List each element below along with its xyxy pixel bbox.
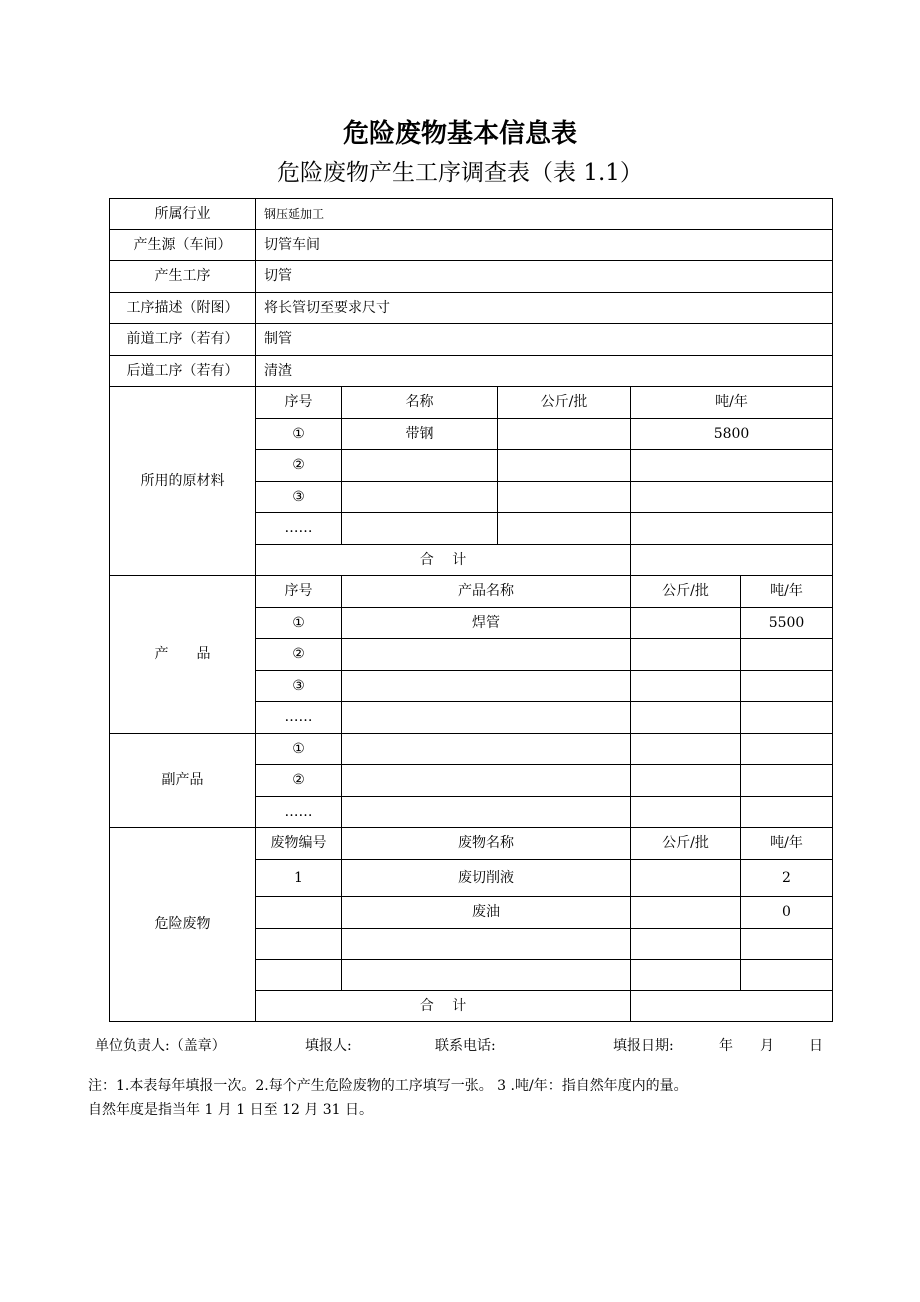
raw-header-ton: 吨/年 [631, 387, 833, 419]
product-row-kg[interactable] [631, 702, 741, 734]
table-row [110, 734, 833, 765]
phone-label: 联系电话: [435, 1038, 496, 1054]
product-row-ton[interactable] [741, 702, 833, 734]
table-subtitle: 危险废物产生工序调查表（表 1.1） [277, 160, 643, 186]
hazard-row-ton[interactable] [741, 929, 833, 960]
raw-row-ton[interactable]: 5800 [631, 419, 833, 450]
signature-line [0, 1035, 920, 1055]
source-label: 产生源（车间） [110, 230, 256, 261]
row-next-process [110, 356, 833, 387]
byproduct-row-name[interactable] [342, 765, 631, 797]
byproduct-row-name[interactable] [342, 734, 631, 765]
filler-label: 填报人: [305, 1038, 352, 1054]
raw-row-ton[interactable] [631, 482, 833, 513]
byproduct-row-no: …… [256, 797, 342, 828]
product-row-name[interactable] [342, 702, 631, 734]
raw-row-ton[interactable] [631, 450, 833, 482]
previous-process-value[interactable]: 制管 [256, 324, 833, 356]
hazard-row-no[interactable] [256, 929, 342, 960]
raw-header-no: 序号 [256, 387, 342, 419]
date-label: 填报日期: [613, 1038, 674, 1054]
waste-info-table [109, 198, 833, 1022]
hazard-row-kg[interactable] [631, 897, 741, 929]
raw-row-name[interactable] [342, 513, 498, 545]
product-header-ton: 吨/年 [741, 576, 833, 608]
raw-row-kg[interactable] [498, 482, 631, 513]
hazard-row-name[interactable]: 废切削液 [342, 860, 631, 897]
industry-label: 所属行业 [110, 199, 256, 230]
product-row-no: ② [256, 639, 342, 671]
raw-header-name: 名称 [342, 387, 498, 419]
row-source [110, 230, 833, 261]
raw-row-no: ② [256, 450, 342, 482]
product-label: 产 品 [110, 576, 256, 734]
byproduct-row-kg[interactable] [631, 765, 741, 797]
product-row-name[interactable] [342, 639, 631, 671]
hazard-row-name[interactable] [342, 929, 631, 960]
product-row-ton[interactable] [741, 639, 833, 671]
raw-row-no: ① [256, 419, 342, 450]
hazard-row-kg[interactable] [631, 929, 741, 960]
hazard-row-no[interactable] [256, 897, 342, 929]
next-process-label: 后道工序（若有） [110, 356, 256, 387]
product-row-no: ① [256, 608, 342, 639]
leader-label: 单位负责人:（盖章） [95, 1038, 226, 1054]
hazard-row-kg[interactable] [631, 860, 741, 897]
raw-row-no: ③ [256, 482, 342, 513]
product-row-kg[interactable] [631, 639, 741, 671]
hazard-row-ton[interactable]: 0 [741, 897, 833, 929]
hazard-header-row [110, 828, 833, 860]
source-value[interactable]: 切管车间 [256, 230, 833, 261]
byproduct-label: 副产品 [110, 734, 256, 828]
product-header-name: 产品名称 [342, 576, 631, 608]
byproduct-row-no: ② [256, 765, 342, 797]
raw-row-kg[interactable] [498, 450, 631, 482]
product-row-ton[interactable]: 5500 [741, 608, 833, 639]
raw-header-kg: 公斤/批 [498, 387, 631, 419]
raw-row-name[interactable] [342, 482, 498, 513]
row-industry [110, 199, 833, 230]
month-label: 月 [760, 1038, 774, 1054]
raw-total-label: 合 计 [256, 545, 631, 576]
page-title: 危险废物基本信息表 [342, 119, 577, 149]
byproduct-row-ton[interactable] [741, 797, 833, 828]
product-header-kg: 公斤/批 [631, 576, 741, 608]
raw-row-ton[interactable] [631, 513, 833, 545]
hazard-row-ton[interactable] [741, 960, 833, 991]
byproduct-row-kg[interactable] [631, 797, 741, 828]
byproduct-row-ton[interactable] [741, 765, 833, 797]
product-header-row [110, 576, 833, 608]
product-row-ton[interactable] [741, 671, 833, 702]
note-line-1: 注：1.本表每年填报一次。2.每个产生危险废物的工序填写一张。 3 .吨/年：指自然年度内的量。 [88, 1078, 688, 1094]
industry-value[interactable]: 钢压延加工 [256, 199, 833, 230]
row-previous-process [110, 324, 833, 356]
hazard-total-label: 合 计 [256, 991, 631, 1022]
raw-header-row [110, 387, 833, 419]
hazard-row-name[interactable]: 废油 [342, 897, 631, 929]
product-header-no: 序号 [256, 576, 342, 608]
note-line-2: 自然年度是指当年 1 月 1 日至 12 月 31 日。 [88, 1102, 374, 1118]
raw-row-kg[interactable] [498, 419, 631, 450]
hazard-header-kg: 公斤/批 [631, 828, 741, 860]
hazard-header-name: 废物名称 [342, 828, 631, 860]
next-process-value[interactable]: 清渣 [256, 356, 833, 387]
process-label: 产生工序 [110, 261, 256, 293]
hazard-row-name[interactable] [342, 960, 631, 991]
description-label: 工序描述（附图） [110, 293, 256, 324]
year-label: 年 [719, 1038, 733, 1054]
hazard-header-no: 废物编号 [256, 828, 342, 860]
raw-materials-label: 所用的原材料 [110, 387, 256, 576]
hazard-total-value[interactable] [631, 991, 833, 1022]
product-row-no: ③ [256, 671, 342, 702]
row-process [110, 261, 833, 293]
raw-row-name[interactable] [342, 450, 498, 482]
raw-row-kg[interactable] [498, 513, 631, 545]
description-value[interactable]: 将长管切至要求尺寸 [256, 293, 833, 324]
product-row-name[interactable]: 焊管 [342, 608, 631, 639]
hazard-header-ton: 吨/年 [741, 828, 833, 860]
raw-row-name[interactable]: 带钢 [342, 419, 498, 450]
byproduct-row-no: ① [256, 734, 342, 765]
product-row-kg[interactable] [631, 671, 741, 702]
byproduct-row-name[interactable] [342, 797, 631, 828]
raw-row-no: …… [256, 513, 342, 545]
product-row-no: …… [256, 702, 342, 734]
hazard-row-no[interactable]: 1 [256, 860, 342, 897]
hazard-row-ton[interactable]: 2 [741, 860, 833, 897]
byproduct-row-ton[interactable] [741, 734, 833, 765]
row-description [110, 293, 833, 324]
product-row-name[interactable] [342, 671, 631, 702]
hazard-row-kg[interactable] [631, 960, 741, 991]
hazard-row-no[interactable] [256, 960, 342, 991]
hazard-label: 危险废物 [110, 828, 256, 1022]
product-row-kg[interactable] [631, 608, 741, 639]
raw-total-value[interactable] [631, 545, 833, 576]
process-value[interactable]: 切管 [256, 261, 833, 293]
day-label: 日 [809, 1038, 823, 1054]
previous-process-label: 前道工序（若有） [110, 324, 256, 356]
byproduct-row-kg[interactable] [631, 734, 741, 765]
